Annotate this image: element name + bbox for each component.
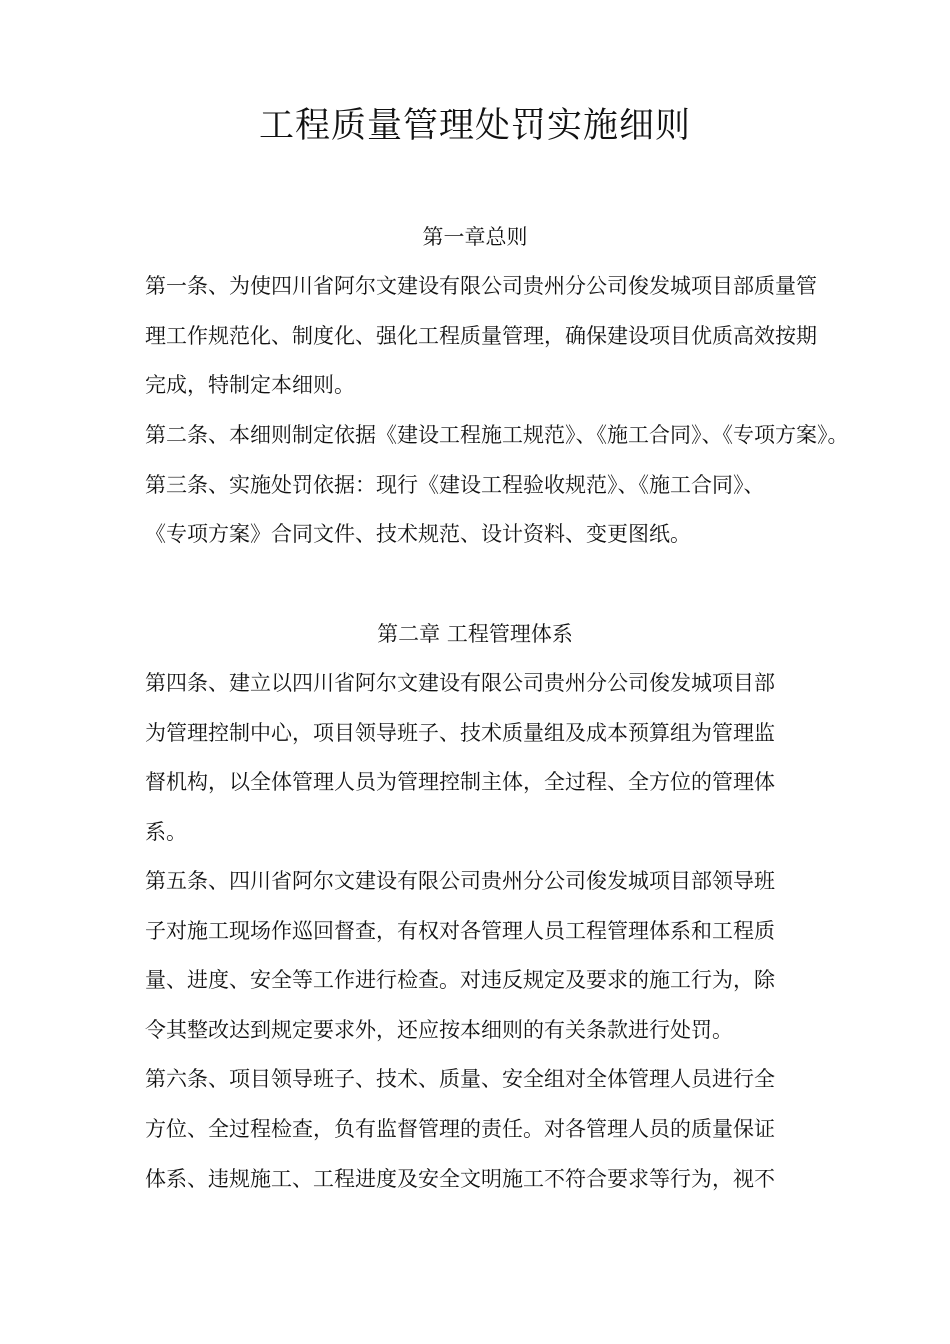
document-title: 工程质量管理处罚实施细则: [258, 106, 691, 146]
article-5-line-4: 令其整改达到规定要求外，还应按本细则的有关条款进行处罚。: [145, 1018, 733, 1042]
article-1-line-1: 第一条、为使四川省阿尔文建设有限公司贵州分公司俊发城项目部质量管: [145, 274, 817, 298]
chapter-1-heading: 第一章总则: [422, 225, 528, 249]
article-4-line-2: 为管理控制中心，项目领导班子、技术质量组及成本预算组为管理监: [145, 721, 775, 745]
article-4-line-3: 督机构，以全体管理人员为管理控制主体，全过程、全方位的管理体: [145, 770, 775, 794]
article-4-line-4: 系。: [145, 820, 187, 844]
article-3-line-1: 第三条、实施处罚依据：现行《建设工程验收规范》、《施工合同》、: [145, 473, 765, 497]
article-2-line-1: 第二条、本细则制定依据《建设工程施工规范》、《施工合同》、《专项方案》。: [145, 423, 849, 447]
article-6-line-1: 第六条、项目领导班子、技术、质量、安全组对全体管理人员进行全: [145, 1067, 775, 1091]
article-6-line-3: 体系、违规施工、工程进度及安全文明施工不符合要求等行为，视不: [145, 1167, 775, 1191]
article-1-line-3: 完成，特制定本细则。: [145, 373, 355, 397]
article-5-line-1: 第五条、四川省阿尔文建设有限公司贵州分公司俊发城项目部领导班: [145, 869, 775, 893]
article-1-line-2: 理工作规范化、制度化、强化工程质量管理，确保建设项目优质高效按期: [145, 324, 817, 348]
article-5-line-2: 子对施工现场作巡回督查，有权对各管理人员工程管理体系和工程质: [145, 919, 775, 943]
article-3-line-2: 《专项方案》合同文件、技术规范、设计资料、变更图纸。: [145, 522, 691, 546]
article-5-line-3: 量、进度、安全等工作进行检查。对违反规定及要求的施工行为，除: [145, 968, 775, 992]
article-4-line-1: 第四条、建立以四川省阿尔文建设有限公司贵州分公司俊发城项目部: [145, 671, 775, 695]
chapter-2-heading: 第二章 工程管理体系: [377, 622, 573, 646]
article-6-line-2: 方位、全过程检查，负有监督管理的责任。对各管理人员的质量保证: [145, 1117, 775, 1141]
